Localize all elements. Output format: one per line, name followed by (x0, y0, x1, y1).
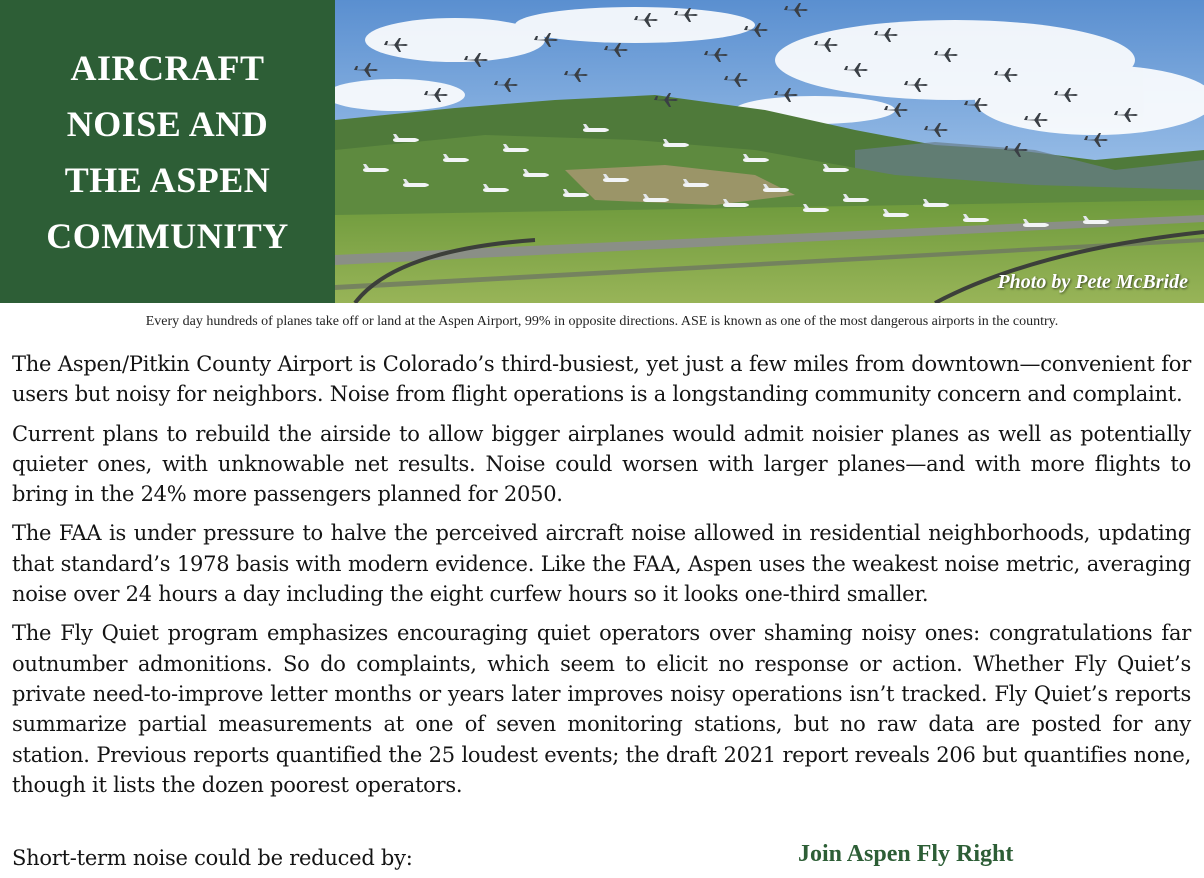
page-title (18, 40, 318, 264)
title-panel (0, 0, 335, 303)
photo-credit: Photo by Pete McBride (997, 271, 1188, 293)
title-line: COMMUNITY (46, 215, 289, 256)
photo-caption: Every day hundreds of planes take off or land at the Aspen Airport, 99% in opposite directions. ASE is known as one of the most dangerous airports in the country. (145, 314, 1059, 329)
join-link[interactable]: Join Aspen Fly Right (798, 841, 1014, 867)
article-paragraph: The Aspen/Pitkin County Airport is Colorado’s third-busiest, yet just a few miles from downtown—convenient for users but noisy for neighbors. Noise from flight operations is a longstanding community concern and complaint. (12, 352, 1191, 407)
list-lead-in: Short-term noise could be reduced by: (12, 846, 413, 870)
hero-photo (335, 0, 1204, 303)
article-paragraph: The Fly Quiet program emphasizes encouraging quiet operators over shaming noisy ones: congratulations far outnumber admonitions. So do complaints, which seem to elicit no response or action. Whether Fly Quiet’s private need-to-improve letter months or years later improves noisy operations isn’t tracked. Fly Quiet’s reports summarize partial measurements at one of seven monitoring stations, but no raw data are posted for any station. Previous reports quantified the 25 loudest events; the draft 2021 report reveals 206 but quantifies none, though it lists the dozen poorest operators. (12, 621, 1191, 797)
article-paragraph: The FAA is under pressure to halve the perceived aircraft noise allowed in residential neighborhoods, updating that standard’s 1978 basis with modern evidence. Like the FAA, Aspen uses the weakest noise metric, averaging noise over 24 hours a day including the eight curfew hours so it looks one-third smaller. (12, 521, 1191, 607)
title-line: NOISE AND (66, 103, 269, 144)
photo-illustration (335, 0, 1204, 303)
bottom-row (12, 843, 1191, 875)
title-line: THE ASPEN (64, 159, 271, 200)
header (0, 0, 1204, 303)
title-line: AIRCRAFT (70, 47, 265, 88)
article-body (12, 349, 1191, 809)
article-paragraph: Current plans to rebuild the airside to allow bigger airplanes would admit noisier planes as well as potentially quieter ones, with unknowable net results. Noise could worsen with larger planes—and with more flights to bring in the 24% more passengers planned for 2050. (12, 421, 1191, 507)
